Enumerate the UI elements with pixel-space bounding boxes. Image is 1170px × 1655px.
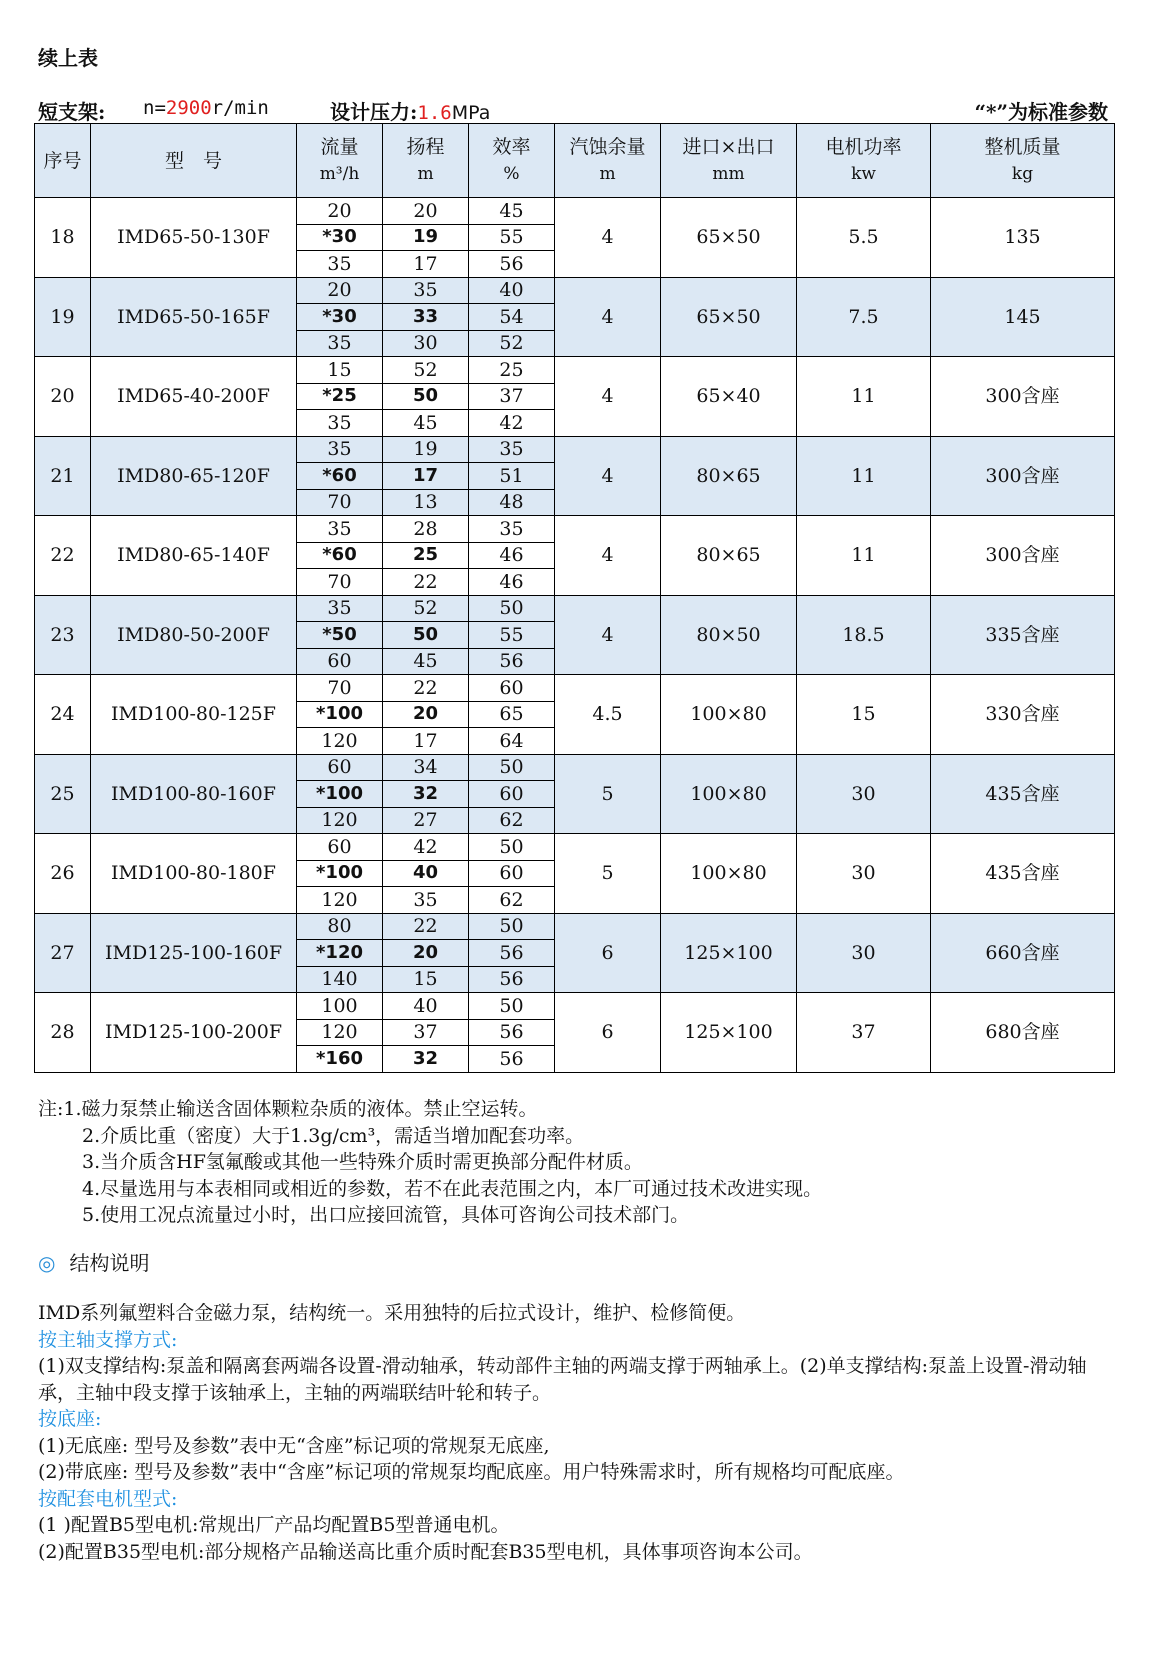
cell-efficiency: 50 [469,993,555,1020]
cell-flow: *100 [297,701,383,728]
cell-flow: 15 [297,357,383,384]
cell-serial: 28 [35,993,91,1073]
cell-efficiency: 55 [469,622,555,649]
cell-efficiency: 60 [469,675,555,702]
cell-efficiency: 56 [469,966,555,993]
col-header: 流量 m³/h [297,124,383,198]
cell-model: IMD100-80-125F [91,675,297,755]
cell-head: 32 [383,781,469,808]
cell-head: 45 [383,648,469,675]
cell-head: 17 [383,251,469,278]
cell-motor-power: 11 [797,357,931,437]
table-row [35,357,1115,384]
cell-npsh: 4 [555,277,661,357]
cell-efficiency: 50 [469,834,555,861]
table-row [35,277,1115,304]
cell-npsh: 4 [555,436,661,516]
cell-inlet-outlet: 125×100 [661,993,797,1073]
cell-flow: *30 [297,224,383,251]
cell-npsh: 4 [555,516,661,596]
bracket-label: 短支架: [38,100,106,124]
cell-head: 52 [383,595,469,622]
spindle-text: (1)双支撑结构:泵盖和隔离套两端各设置-滑动轴承，转动部件主轴的两端支撑于两轴承上。(2)单支撑结构:泵盖上设置-滑动轴承，主轴中段支撑于该轴承上，主轴的两端联结叶轮和转子。 [38,1355,1087,1404]
cell-npsh: 4 [555,357,661,437]
cell-efficiency: 25 [469,357,555,384]
cell-motor-power: 7.5 [797,277,931,357]
cell-serial: 18 [35,198,91,278]
cell-flow: 35 [297,330,383,357]
cell-efficiency: 46 [469,569,555,596]
cell-efficiency: 35 [469,436,555,463]
continued-title: 续上表 [38,46,98,70]
cell-head: 42 [383,834,469,861]
col-header: 进口×出口 mm [661,124,797,198]
cell-efficiency: 56 [469,1019,555,1046]
note-line: 2.介质比重（密度）大于1.3g/cm³，需适当增加配套功率。 [82,1124,585,1147]
subheading-base: 按底座: [38,1408,102,1430]
structure-heading [38,1247,149,1276]
cell-inlet-outlet: 65×50 [661,277,797,357]
cell-efficiency: 50 [469,913,555,940]
cell-efficiency: 60 [469,781,555,808]
col-header: 效率 % [469,124,555,198]
structure-title: 结构说明 [69,1251,150,1275]
cell-inlet-outlet: 80×50 [661,595,797,675]
table-row [35,436,1115,463]
cell-model: IMD80-65-120F [91,436,297,516]
col-header: 扬程 m [383,124,469,198]
note-line: 5.使用工况点流量过小时，出口应接回流管，具体可咨询公司技术部门。 [82,1204,690,1226]
cell-head: 52 [383,357,469,384]
cell-model: IMD65-40-200F [91,357,297,437]
spec-table [34,123,1115,1073]
col-header: 型 号 [91,124,297,198]
cell-head: 50 [383,383,469,410]
cell-head: 20 [383,198,469,225]
cell-motor-power: 30 [797,913,931,993]
cell-head: 17 [383,463,469,490]
cell-head: 35 [383,887,469,914]
base-text-2: (2)带底座: 型号及参数”表中“含座”标记项的常规泵均配底座。用户特殊需求时，所有规格均可配底座。 [38,1461,905,1483]
cell-efficiency: 50 [469,595,555,622]
pressure-label: 设计压力: [330,100,418,124]
motor-text-2: (2)配置B35型电机:部分规格产品输送高比重介质时配套B35型电机，具体事项咨询本公司。 [38,1540,813,1563]
cell-efficiency: 37 [469,383,555,410]
cell-flow: 120 [297,887,383,914]
motor-text-1: (1 )配置B5型电机:常规出厂产品均配置B5型普通电机。 [38,1514,510,1536]
table-row [35,754,1115,781]
speed-value: 2900 [165,97,212,119]
cell-flow: 35 [297,595,383,622]
cell-npsh: 4.5 [555,675,661,755]
cell-flow: *160 [297,1046,383,1073]
cell-model: IMD80-65-140F [91,516,297,596]
cell-flow: 140 [297,966,383,993]
cell-efficiency: 65 [469,701,555,728]
cell-flow: *100 [297,860,383,887]
cell-flow: *25 [297,383,383,410]
cell-head: 37 [383,1019,469,1046]
cell-head: 17 [383,728,469,755]
cell-flow: 60 [297,834,383,861]
cell-efficiency: 46 [469,542,555,569]
structure-body [38,1300,1118,1565]
cell-npsh: 6 [555,993,661,1073]
table-row [35,834,1115,861]
cell-mass: 680含座 [931,993,1115,1073]
cell-flow: 120 [297,1019,383,1046]
standard-note: “*”为标准参数 [974,100,1108,124]
cell-serial: 21 [35,436,91,516]
subheading-spindle: 按主轴支撑方式: [38,1328,178,1351]
cell-motor-power: 11 [797,436,931,516]
cell-serial: 27 [35,913,91,993]
cell-flow: 35 [297,516,383,543]
cell-flow: *60 [297,542,383,569]
cell-mass: 145 [931,277,1115,357]
cell-serial: 25 [35,754,91,834]
cell-motor-power: 5.5 [797,198,931,278]
cell-flow: 70 [297,489,383,516]
table-header-row [35,124,1115,198]
cell-efficiency: 40 [469,277,555,304]
cell-flow: 35 [297,251,383,278]
cell-efficiency: 56 [469,1046,555,1073]
pressure-spec [330,96,490,125]
cell-head: 20 [383,701,469,728]
cell-head: 19 [383,224,469,251]
cell-flow: *50 [297,622,383,649]
cell-model: IMD100-80-180F [91,834,297,914]
cell-head: 20 [383,940,469,967]
cell-mass: 335含座 [931,595,1115,675]
cell-model: IMD125-100-200F [91,993,297,1073]
cell-head: 13 [383,489,469,516]
cell-inlet-outlet: 80×65 [661,436,797,516]
cell-motor-power: 15 [797,675,931,755]
speed-spec [143,97,269,119]
cell-flow: 80 [297,913,383,940]
cell-head: 22 [383,569,469,596]
cell-flow: 35 [297,410,383,437]
cell-efficiency: 50 [469,754,555,781]
cell-head: 35 [383,277,469,304]
cell-flow: *60 [297,463,383,490]
cell-flow: 35 [297,436,383,463]
cell-inlet-outlet: 125×100 [661,913,797,993]
cell-npsh: 4 [555,595,661,675]
cell-inlet-outlet: 65×50 [661,198,797,278]
cell-motor-power: 30 [797,754,931,834]
cell-head: 45 [383,410,469,437]
cell-head: 32 [383,1046,469,1073]
cell-head: 27 [383,807,469,834]
table-row [35,675,1115,702]
table-row [35,993,1115,1020]
cell-motor-power: 30 [797,834,931,914]
col-header: 汽蚀余量 m [555,124,661,198]
cell-efficiency: 64 [469,728,555,755]
cell-flow: 60 [297,754,383,781]
cell-flow: 70 [297,569,383,596]
cell-efficiency: 54 [469,304,555,331]
note-line: 注:1.磁力泵禁止输送含固体颗粒杂质的液体。禁止空运转。 [38,1098,538,1120]
cell-motor-power: 11 [797,516,931,596]
table-row [35,913,1115,940]
cell-model: IMD80-50-200F [91,595,297,675]
cell-inlet-outlet: 100×80 [661,675,797,755]
cell-inlet-outlet: 80×65 [661,516,797,596]
cell-npsh: 5 [555,754,661,834]
table-row [35,595,1115,622]
cell-head: 19 [383,436,469,463]
cell-head: 28 [383,516,469,543]
cell-inlet-outlet: 65×40 [661,357,797,437]
cell-mass: 435含座 [931,834,1115,914]
cell-head: 40 [383,860,469,887]
pressure-unit: MPa [451,102,491,124]
cell-efficiency: 35 [469,516,555,543]
note-line: 4.尽量选用与本表相同或相近的参数，若不在此表范围之内，本厂可通过技术改进实现。 [82,1177,823,1200]
note-line: 3.当介质含HF氢氟酸或其他一些特殊介质时需更换部分配件材质。 [82,1151,643,1173]
cell-efficiency: 52 [469,330,555,357]
cell-head: 22 [383,675,469,702]
cell-mass: 435含座 [931,754,1115,834]
notes [38,1096,822,1229]
cell-flow: *120 [297,940,383,967]
cell-efficiency: 48 [469,489,555,516]
structure-intro: IMD系列氟塑料合金磁力泵，结构统一。采用独特的后拉式设计，维护、检修简便。 [38,1302,746,1324]
cell-efficiency: 56 [469,940,555,967]
cell-efficiency: 62 [469,807,555,834]
cell-flow: 20 [297,198,383,225]
cell-flow: 70 [297,675,383,702]
cell-serial: 20 [35,357,91,437]
cell-efficiency: 55 [469,224,555,251]
base-text-1: (1)无底座: 型号及参数”表中无“含座”标记项的常规泵无底座, [38,1434,550,1457]
cell-serial: 24 [35,675,91,755]
cell-npsh: 5 [555,834,661,914]
cell-efficiency: 42 [469,410,555,437]
cell-motor-power: 18.5 [797,595,931,675]
ring-icon: ◎ [38,1251,56,1275]
col-header: 电机功率 kw [797,124,931,198]
table-row [35,516,1115,543]
cell-flow: 120 [297,807,383,834]
cell-model: IMD125-100-160F [91,913,297,993]
cell-flow: 60 [297,648,383,675]
cell-efficiency: 56 [469,251,555,278]
spec-line [38,96,1108,122]
cell-model: IMD100-80-160F [91,754,297,834]
cell-inlet-outlet: 100×80 [661,834,797,914]
cell-flow: 100 [297,993,383,1020]
cell-head: 34 [383,754,469,781]
speed-unit: r/min [211,97,269,119]
speed-prefix: n= [143,97,166,119]
col-header: 序号 [35,124,91,198]
cell-flow: 120 [297,728,383,755]
cell-serial: 19 [35,277,91,357]
cell-flow: 20 [297,277,383,304]
cell-mass: 300含座 [931,357,1115,437]
cell-efficiency: 56 [469,648,555,675]
cell-head: 15 [383,966,469,993]
pressure-value: 1.6 [417,102,452,124]
cell-inlet-outlet: 100×80 [661,754,797,834]
cell-model: IMD65-50-165F [91,277,297,357]
cell-head: 30 [383,330,469,357]
cell-efficiency: 62 [469,887,555,914]
cell-efficiency: 60 [469,860,555,887]
subheading-motor: 按配套电机型式: [38,1487,178,1510]
cell-head: 40 [383,993,469,1020]
cell-mass: 135 [931,198,1115,278]
cell-npsh: 6 [555,913,661,993]
cell-serial: 23 [35,595,91,675]
cell-mass: 330含座 [931,675,1115,755]
cell-head: 33 [383,304,469,331]
cell-mass: 660含座 [931,913,1115,993]
cell-serial: 26 [35,834,91,914]
table-row [35,198,1115,225]
cell-efficiency: 45 [469,198,555,225]
cell-head: 50 [383,622,469,649]
cell-serial: 22 [35,516,91,596]
cell-flow: *100 [297,781,383,808]
cell-efficiency: 51 [469,463,555,490]
cell-flow: *30 [297,304,383,331]
cell-mass: 300含座 [931,516,1115,596]
col-header: 整机质量 kg [931,124,1115,198]
cell-npsh: 4 [555,198,661,278]
cell-mass: 300含座 [931,436,1115,516]
cell-motor-power: 37 [797,993,931,1073]
cell-model: IMD65-50-130F [91,198,297,278]
cell-head: 22 [383,913,469,940]
cell-head: 25 [383,542,469,569]
